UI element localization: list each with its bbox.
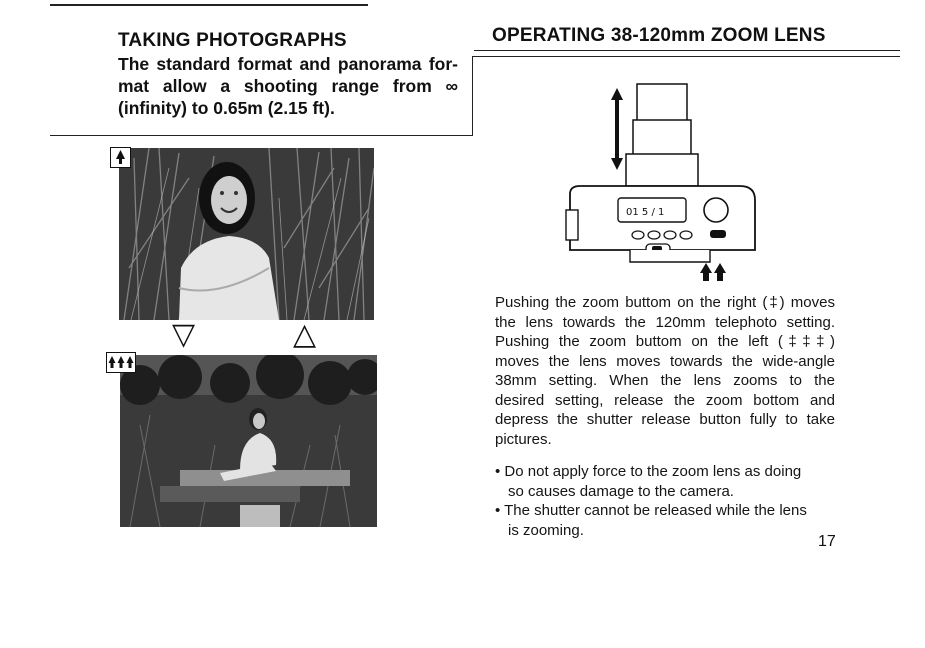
intro-text bbox=[118, 53, 458, 119]
caution-list bbox=[495, 462, 807, 540]
para-line: desired setting, release the zoom bottom and bbox=[495, 391, 835, 409]
para-line: moves the lens moves towards the wide-angle bbox=[495, 352, 835, 370]
intro-line: (infinity) to 0.65m (2.15 ft). bbox=[118, 98, 335, 118]
para-line: the lens towards the 120mm telephoto setting. bbox=[495, 313, 835, 331]
telephoto-photo bbox=[119, 148, 374, 320]
top-rule bbox=[50, 4, 368, 6]
intro-line: The standard format and panorama for- bbox=[118, 54, 458, 74]
svg-text:01 5 / 1: 01 5 / 1 bbox=[626, 207, 665, 218]
page-number: 17 bbox=[818, 533, 836, 550]
bullet-line: so causes damage to the camera. bbox=[508, 482, 734, 500]
telephoto-icon bbox=[110, 147, 131, 168]
para-line: Pushing the zoom buttom on the right (‡) moves bbox=[495, 294, 835, 311]
wide-angle-icon bbox=[106, 352, 136, 373]
intro-box-side bbox=[472, 56, 473, 136]
zoom-instructions bbox=[495, 293, 835, 449]
para-line: depress the shutter release button fully to take bbox=[495, 411, 835, 428]
intro-line: mat allow a shooting range from ∞ bbox=[118, 76, 458, 96]
left-heading: TAKING PHOTOGRAPHS bbox=[118, 30, 347, 51]
bullet-line: • Do not apply force to the zoom lens as doing bbox=[495, 463, 802, 480]
intro-box-bottom bbox=[50, 135, 473, 136]
wide-angle-photo bbox=[120, 355, 377, 527]
right-heading-rule bbox=[474, 50, 900, 51]
down-arrow-icon: ▽ bbox=[172, 318, 196, 351]
up-arrow-icon: △ bbox=[293, 318, 317, 351]
para-line: Pushing the zoom buttom on the left (‡‡‡) bbox=[495, 333, 835, 350]
bullet-line: is zooming. bbox=[508, 521, 584, 539]
intro-box-top bbox=[472, 56, 900, 57]
para-line: pictures. bbox=[495, 430, 552, 448]
right-heading: OPERATING 38-120mm ZOOM LENS bbox=[492, 25, 826, 46]
para-line: 38mm setting. When the lens zooms to the bbox=[495, 372, 835, 389]
bullet-line: • The shutter cannot be released while the lens bbox=[495, 502, 807, 519]
camera-illustration bbox=[560, 70, 770, 285]
